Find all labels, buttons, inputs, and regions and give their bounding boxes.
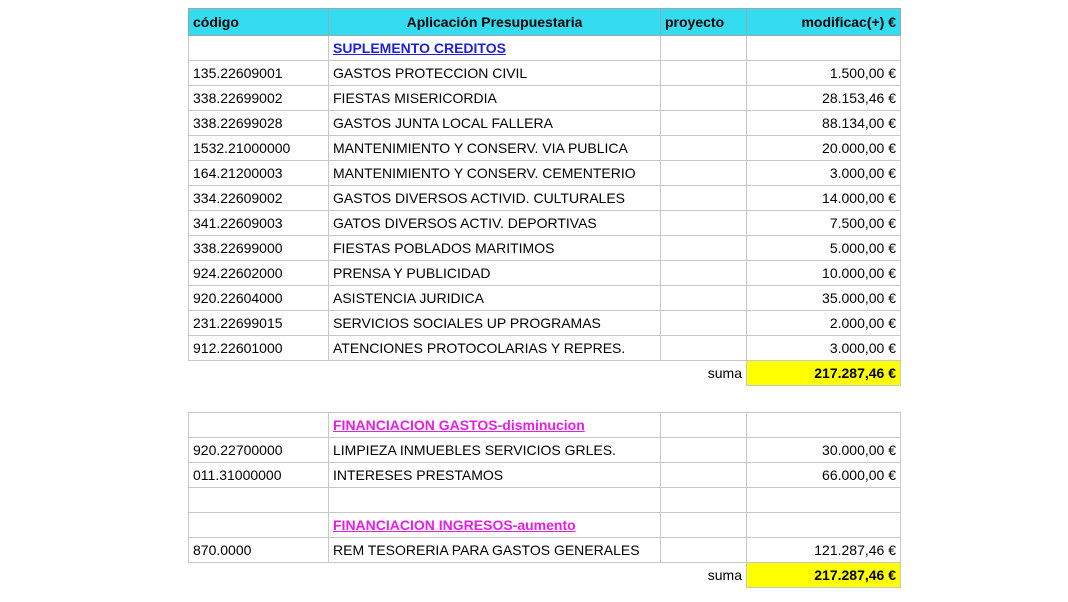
table-row xyxy=(189,336,901,361)
table-row xyxy=(189,111,901,136)
financiacion-table xyxy=(188,412,901,588)
sum-value: 217.287,46 € xyxy=(747,361,901,386)
importe-cell: 88.134,00 € xyxy=(747,111,901,136)
table-row xyxy=(189,261,901,286)
description-cell: GASTOS JUNTA LOCAL FALLERA xyxy=(329,111,661,136)
proyecto-cell xyxy=(661,86,747,111)
proyecto-cell xyxy=(661,186,747,211)
codigo-cell: 920.22604000 xyxy=(189,286,329,311)
section-title-row xyxy=(189,36,901,61)
blank-row-body xyxy=(189,488,901,513)
importe-cell: 10.000,00 € xyxy=(747,261,901,286)
importe-cell: 5.000,00 € xyxy=(747,236,901,261)
proyecto-cell xyxy=(661,286,747,311)
table-row xyxy=(189,286,901,311)
table-row xyxy=(189,61,901,86)
sum-value: 217.287,46 € xyxy=(747,563,901,588)
importe-cell: 66.000,00 € xyxy=(747,463,901,488)
table-row xyxy=(189,86,901,111)
empty-cell xyxy=(661,36,747,61)
description-cell: REM TESORERIA PARA GASTOS GENERALES xyxy=(329,538,661,563)
suplemento-body xyxy=(189,36,901,361)
description-cell: SERVICIOS SOCIALES UP PROGRAMAS xyxy=(329,311,661,336)
importe-cell: 14.000,00 € xyxy=(747,186,901,211)
codigo-cell: 338.22699000 xyxy=(189,236,329,261)
description-cell: INTERESES PRESTAMOS xyxy=(329,463,661,488)
codigo-cell: 920.22700000 xyxy=(189,438,329,463)
empty-cell xyxy=(747,413,901,438)
proyecto-cell xyxy=(661,538,747,563)
importe-cell: 35.000,00 € xyxy=(747,286,901,311)
importe-cell: 1.500,00 € xyxy=(747,61,901,86)
codigo-cell: 011.31000000 xyxy=(189,463,329,488)
codigo-cell: 870.0000 xyxy=(189,538,329,563)
empty-cell xyxy=(661,413,747,438)
budget-sheet xyxy=(188,8,900,588)
sum-label: suma xyxy=(707,567,742,584)
codigo-cell: 334.22609002 xyxy=(189,186,329,211)
importe-cell: 121.287,46 € xyxy=(747,538,901,563)
codigo-cell: 924.22602000 xyxy=(189,261,329,286)
codigo-cell: 912.22601000 xyxy=(189,336,329,361)
description-cell: FIESTAS MISERICORDIA xyxy=(329,86,661,111)
codigo-cell: 341.22609003 xyxy=(189,211,329,236)
table-row xyxy=(189,211,901,236)
importe-cell: 30.000,00 € xyxy=(747,438,901,463)
importe-cell: 7.500,00 € xyxy=(747,211,901,236)
importe-cell: 2.000,00 € xyxy=(747,311,901,336)
description-cell: GASTOS PROTECCION CIVIL xyxy=(329,61,661,86)
importe-cell: 20.000,00 € xyxy=(747,136,901,161)
description-cell: MANTENIMIENTO Y CONSERV. VIA PUBLICA xyxy=(329,136,661,161)
ingresos-body xyxy=(189,513,901,563)
section-title-financiacion-gastos: FINANCIACION GASTOS-disminucion xyxy=(329,413,661,438)
empty-cell xyxy=(189,513,329,538)
proyecto-cell xyxy=(661,236,747,261)
codigo-cell: 164.21200003 xyxy=(189,161,329,186)
sum-row xyxy=(189,361,901,386)
proyecto-cell xyxy=(661,136,747,161)
codigo-cell: 338.22699028 xyxy=(189,111,329,136)
empty-cell xyxy=(661,513,747,538)
proyecto-cell xyxy=(661,211,747,236)
section-title-financiacion-ingresos: FINANCIACION INGRESOS-aumento xyxy=(329,513,661,538)
section-title-suplemento: SUPLEMENTO CREDITOS xyxy=(329,36,661,61)
header-proyecto: proyecto xyxy=(661,9,747,36)
proyecto-cell xyxy=(661,61,747,86)
spacer xyxy=(188,386,900,412)
proyecto-cell xyxy=(661,261,747,286)
table-row xyxy=(189,236,901,261)
financiacion-body xyxy=(189,413,901,488)
table-row xyxy=(189,311,901,336)
sum-row xyxy=(189,563,901,588)
proyecto-cell xyxy=(661,336,747,361)
empty-cell xyxy=(747,36,901,61)
importe-cell: 3.000,00 € xyxy=(747,161,901,186)
description-cell: FIESTAS POBLADOS MARITIMOS xyxy=(329,236,661,261)
codigo-cell: 231.22699015 xyxy=(189,311,329,336)
proyecto-cell xyxy=(661,111,747,136)
table-row xyxy=(189,186,901,211)
description-cell: PRENSA Y PUBLICIDAD xyxy=(329,261,661,286)
description-cell: LIMPIEZA INMUEBLES SERVICIOS GRLES. xyxy=(329,438,661,463)
proyecto-cell xyxy=(661,438,747,463)
description-cell: GATOS DIVERSOS ACTIV. DEPORTIVAS xyxy=(329,211,661,236)
description-cell: GASTOS DIVERSOS ACTIVID. CULTURALES xyxy=(329,186,661,211)
codigo-cell: 135.22609001 xyxy=(189,61,329,86)
codigo-cell: 338.22699002 xyxy=(189,86,329,111)
table-row xyxy=(189,463,901,488)
description-cell: MANTENIMIENTO Y CONSERV. CEMENTERIO xyxy=(329,161,661,186)
empty-cell xyxy=(189,413,329,438)
table-row xyxy=(189,161,901,186)
sum-label: suma xyxy=(707,365,742,382)
header-row xyxy=(189,9,901,36)
importe-cell: 3.000,00 € xyxy=(747,336,901,361)
section-title-row xyxy=(189,413,901,438)
proyecto-cell xyxy=(661,161,747,186)
description-cell: ASISTENCIA JURIDICA xyxy=(329,286,661,311)
table-row xyxy=(189,438,901,463)
proyecto-cell xyxy=(661,311,747,336)
table-row xyxy=(189,136,901,161)
header-aplicacion: Aplicación Presupuestaria xyxy=(329,9,661,36)
empty-cell xyxy=(189,36,329,61)
description-cell: ATENCIONES PROTOCOLARIAS Y REPRES. xyxy=(329,336,661,361)
table-row xyxy=(189,538,901,563)
importe-cell: 28.153,46 € xyxy=(747,86,901,111)
empty-cell xyxy=(747,513,901,538)
blank-row xyxy=(189,488,901,513)
suplemento-table xyxy=(188,8,901,386)
header-modificac: modificac(+) € xyxy=(747,9,901,36)
header-codigo: código xyxy=(189,9,329,36)
proyecto-cell xyxy=(661,463,747,488)
section-title-row xyxy=(189,513,901,538)
codigo-cell: 1532.21000000 xyxy=(189,136,329,161)
